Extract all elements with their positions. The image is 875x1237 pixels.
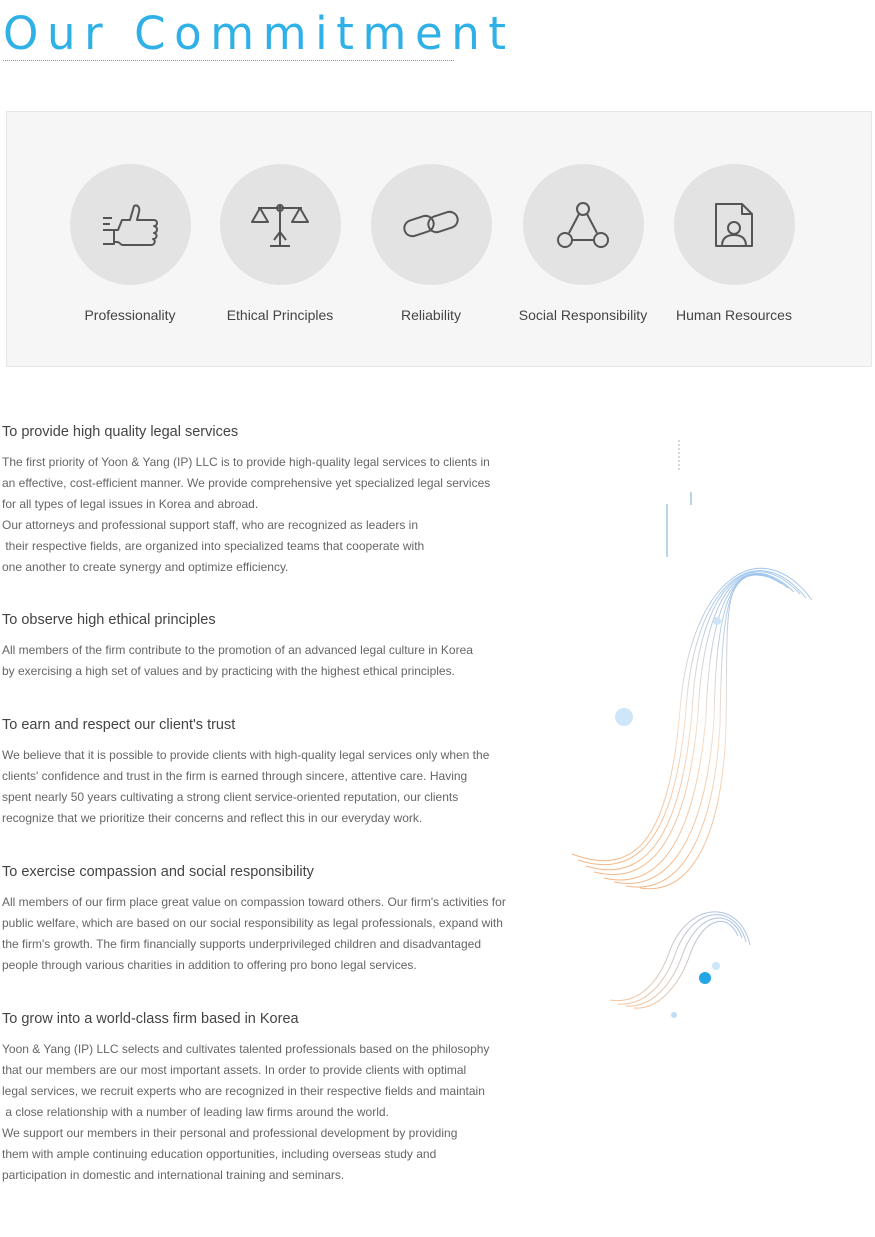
section-line: clients' confidence and trust in the firm is earned through sincere, attentive care. Having [2,769,468,783]
section-line: by exercising a high set of values and by practicing with the highest ethical principles. [2,664,455,678]
section-line: public welfare, which are based on our social responsibility as legal professionals, expand with [2,916,503,930]
deco-ribbon-large [572,568,812,888]
section-ethical-principles [2,610,542,682]
deco-ribbon-small [610,912,750,1008]
section-client-trust [2,715,542,829]
commitment-item-professionality [55,164,205,323]
section-line: Yoon & Yang (IP) LLC selects and cultivates talented professionals based on the philosophy [2,1042,490,1056]
section-heading: To provide high quality legal services [2,424,239,440]
network-nodes-icon [555,200,611,250]
professionality-circle [70,164,191,285]
commitment-label: Reliability [401,307,461,323]
page-title: Our Commitment [3,7,515,60]
section-line: All members of the firm contribute to the promotion of an advanced legal culture in Korea [2,643,473,657]
decorative-swirl-illustration [560,430,860,1030]
commitment-item-ethical-principles [205,164,355,323]
commitment-item-reliability [356,164,506,323]
section-line: We believe that it is possible to provide clients with high-quality legal services only when the [2,748,490,762]
commitment-panel [6,111,872,367]
social-responsibility-circle [523,164,644,285]
section-line: for all types of legal issues in Korea and abroad. [2,497,259,511]
section-line: the firm's growth. The firm financially supports underprivileged children and disadvantaged [2,937,481,951]
commitment-label: Professionality [84,307,176,323]
section-body [2,640,542,682]
section-line: an effective, cost-efficient manner. We provide comprehensive yet specialized legal services [2,476,491,490]
section-line: The first priority of Yoon & Yang (IP) LLC is to provide high-quality legal services to clients in [2,455,490,469]
title-underline [3,60,454,61]
section-body [2,892,542,976]
section-heading: To observe high ethical principles [2,612,216,628]
commitment-label: Ethical Principles [226,307,334,323]
person-document-icon [712,200,756,250]
section-line: Our attorneys and professional support staff, who are recognized as leaders in [2,518,419,532]
section-line: recognize that we prioritize their concerns and reflect this in our everyday work. [2,811,423,825]
section-heading: To grow into a world-class firm based in Korea [2,1011,299,1027]
section-line: that our members are our most important assets. In order to provide clients with optimal [2,1063,467,1077]
commitment-label: Human Resources [676,307,792,323]
section-line: legal services, we recruit experts who are recognized in their respective fields and maintain [2,1084,485,1098]
section-line: them with ample continuing education opportunities, including overseas study and [2,1147,437,1161]
section-heading: To exercise compassion and social responsibility [2,864,314,880]
chain-link-icon [401,205,461,245]
section-body [2,1039,542,1186]
deco-dot [615,708,633,726]
commitment-label: Social Responsibility [518,307,648,323]
human-resources-circle [674,164,795,285]
section-line: a close relationship with a number of leading law firms around the world. [2,1105,389,1119]
section-social-responsibility [2,862,542,976]
thumbs-up-icon [100,200,160,250]
section-line: people through various charities in addition to offering pro bono legal services. [2,958,417,972]
section-line: All members of our firm place great value on compassion toward others. Our firm's activities for [2,895,506,909]
section-heading: To earn and respect our client's trust [2,717,236,733]
section-body [2,745,542,829]
commitment-item-social-responsibility [508,164,658,323]
section-line: one another to create synergy and optimize efficiency. [2,560,289,574]
deco-dot [699,972,711,984]
section-world-class [2,1009,542,1186]
commitment-item-human-resources [659,164,809,323]
section-legal-services [2,422,542,578]
section-body [2,452,542,578]
section-line: spent nearly 50 years cultivating a strong client service-oriented reputation, our clients [2,790,459,804]
deco-dot [713,617,721,625]
section-line: their respective fields, are organized into specialized teams that cooperate with [2,539,425,553]
section-line: participation in domestic and international training and seminars. [2,1168,345,1182]
reliability-circle [371,164,492,285]
ethical-principles-circle [220,164,341,285]
section-line: We support our members in their personal and professional development by providing [2,1126,458,1140]
deco-dot [712,962,720,970]
deco-dot [671,1012,677,1018]
scales-icon [250,200,310,250]
